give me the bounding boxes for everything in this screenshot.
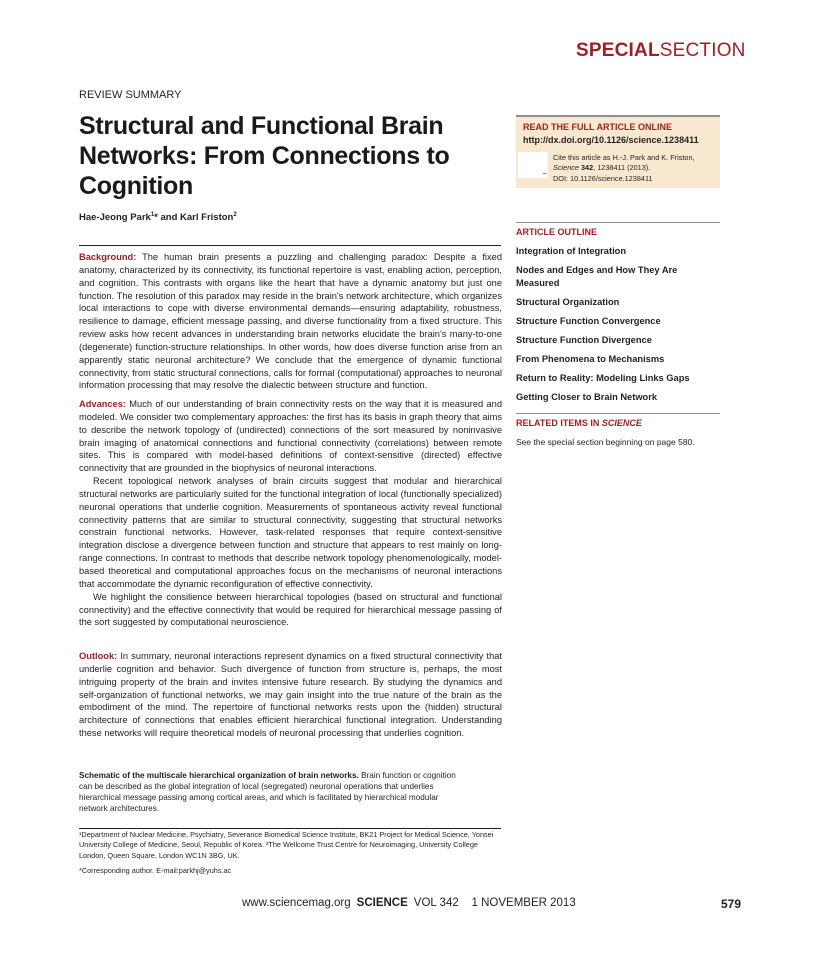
divider [79,245,501,246]
background-section [79,251,502,392]
background-heading: Background: [79,252,137,262]
doi-link[interactable]: http://dx.doi.org/10.1126/science.1238411 [523,135,699,145]
related-divider [516,413,720,414]
affiliations: ¹Department of Nuclear Medicine, Psychiatry, Severance Biomedical Science Institute, BK21 Project for Medical Science, Yonsei University College of Medicine, Seoul, Republic of Korea. ²The Wellcome Trust Centre for Neuroimaging, University College London, Queen Square, London WC1N 3BG, UK. [79,830,494,860]
outline-item[interactable]: From Phenomena to Mechanisms [516,353,665,364]
page-footer [242,897,576,909]
outline-item[interactable]: Integration of Integration [516,246,627,256]
footnote-divider [79,828,501,829]
article-outline [516,245,706,410]
citation-text: Cite this article as H.-J. Park and K. Friston, Science 342, 1238411 (2013). DOI: 10.1126/science.1238411 [553,153,695,183]
advances-paragraph-3: We highlight the consilience between hierarchical topologies (based on structural and functional connectivity) and the effective connectivity that would be required for hierarchical message passing of the sort suggested by computational neuroscience. [79,591,502,628]
outline-divider [516,222,720,223]
outline-item[interactable]: Nodes and Edges and How They Are Measured [516,264,678,288]
read-online-box [516,115,720,188]
outlook-heading: Outlook: [79,651,118,661]
outlook-section [79,650,502,740]
advances-section [79,398,502,629]
advances-heading: Advances: [79,399,127,409]
read-online-heading: READ THE FULL ARTICLE ONLINE [523,122,672,132]
related-items-text: See the special section beginning on page 580. [516,437,695,447]
outline-item[interactable]: Structure Function Convergence [516,315,661,326]
special-section-banner: SPECIALSECTION [576,40,746,61]
dash-glyph: – [543,170,547,177]
outline-item[interactable]: Structure Function Divergence [516,334,652,345]
article-title: Structural and Functional Brain Networks: From Connections to Cognition [79,112,450,200]
issue-info: VOL 342 1 NOVEMBER 2013 [413,897,576,909]
outline-item[interactable]: Getting Closer to Brain Network [516,391,658,402]
related-items-heading: RELATED ITEMS IN SCIENCE [516,418,642,428]
site-url[interactable]: www.sciencemag.org [242,897,351,909]
advances-text: Much of our understanding of brain connectivity rests on the way that it is measured and modeled. We consider two complementary approaches: the first has its basis in graph theory that aims to describe the network topology of (undirected) connections of the sort measured by noninvasive brain imaging of anatomical connections and functional connectivity (correlations) between remote sites. This is compared with model-based definitions of context-sensitive (directed) effective connectivity that are grounded in the biophysics of neuronal interactions. [79,399,502,474]
outline-heading: ARTICLE OUTLINE [516,227,597,237]
background-text: The human brain presents a puzzling and challenging paradox: Despite a fixed anatomy, characterized by its connectivity, its functional repertoire is vast, enabling action, perception, and cognition. This contrasts with organs like the heart that have a dynamic anatomy but just one function. The resolution of this paradox may reside in the brain's network architecture, which organizes local interactions to cope with diverse environmental demands—ensuring adaptability, robustness, resilience to damage, efficient message passing, and diverse functionality from a fixed structure. This review asks how recent advances in understanding brain networks elucidate the brain's many-to-one (degenerate) function-structure relationships. In other words, how does diverse function arise from an apparently static neuronal architecture? We conclude that the emergence of dynamic functional connectivity, from static structural connections, calls for formal (computational) approaches to neuronal information processing that may resolve the dialectic between structure and function. [79,252,502,391]
page-number: 579 [721,897,742,911]
outlook-text: In summary, neuronal interactions represent dynamics on a fixed structural connectivity that underlie cognition and behavior. Such divergence of function from structure is, perhaps, the most intriguing property of the brain and invites intensive future research. By studying the dynamics and self-organization of functional networks, we may gain insight into the true nature of the brain as the embodiment of the mind. The repertoire of functional networks rests upon the (hidden) structural architecture of connections that enables efficient hierarchical functional integration. Understanding these networks will require theoretical models of neuronal processing that underlies cognition. [79,651,502,739]
review-summary-label: REVIEW SUMMARY [79,89,182,101]
corresponding-author: *Corresponding author. E-mail:parkhj@yuhs.ac [79,866,232,875]
figure-caption: Schematic of the multiscale hierarchical organization of brain networks. Brain function or cognition can be described as the global integration of local (segregated) neuronal operations that underlies hierarchical message passing among cortical areas, and which is facilitated by hierarchical modular network architectures. [79,771,456,813]
advances-paragraph-2: Recent topological network analyses of brain circuits suggest that modular and hierarchical structural networks are particularly suited for the functional integration of local (functionally specialized) neuronal operations that underlie cognition. Measurements of spontaneous activity reveal functional connectivity patterns that are similar to structural connectivity, suggesting that structural networks constrain functional networks. However, task-related responses that require context-sensitive integration disclose a divergence between function and structure that appears to rest mainly on long-range connections. In contrast to methods that describe network topology phenomenologically, model-based theoretical and computational approaches focus on the mechanisms of neuronal interactions that accommodate the dynamic reconfiguration of effective connectivity. [79,476,502,589]
journal-name: SCIENCE [356,897,408,909]
outline-item[interactable]: Structural Organization [516,296,620,307]
outline-item[interactable]: Return to Reality: Modeling Links Gaps [516,372,690,383]
author-line: Hae-Jeong Park$^1$* and Karl Friston$^2$ [79,212,237,224]
